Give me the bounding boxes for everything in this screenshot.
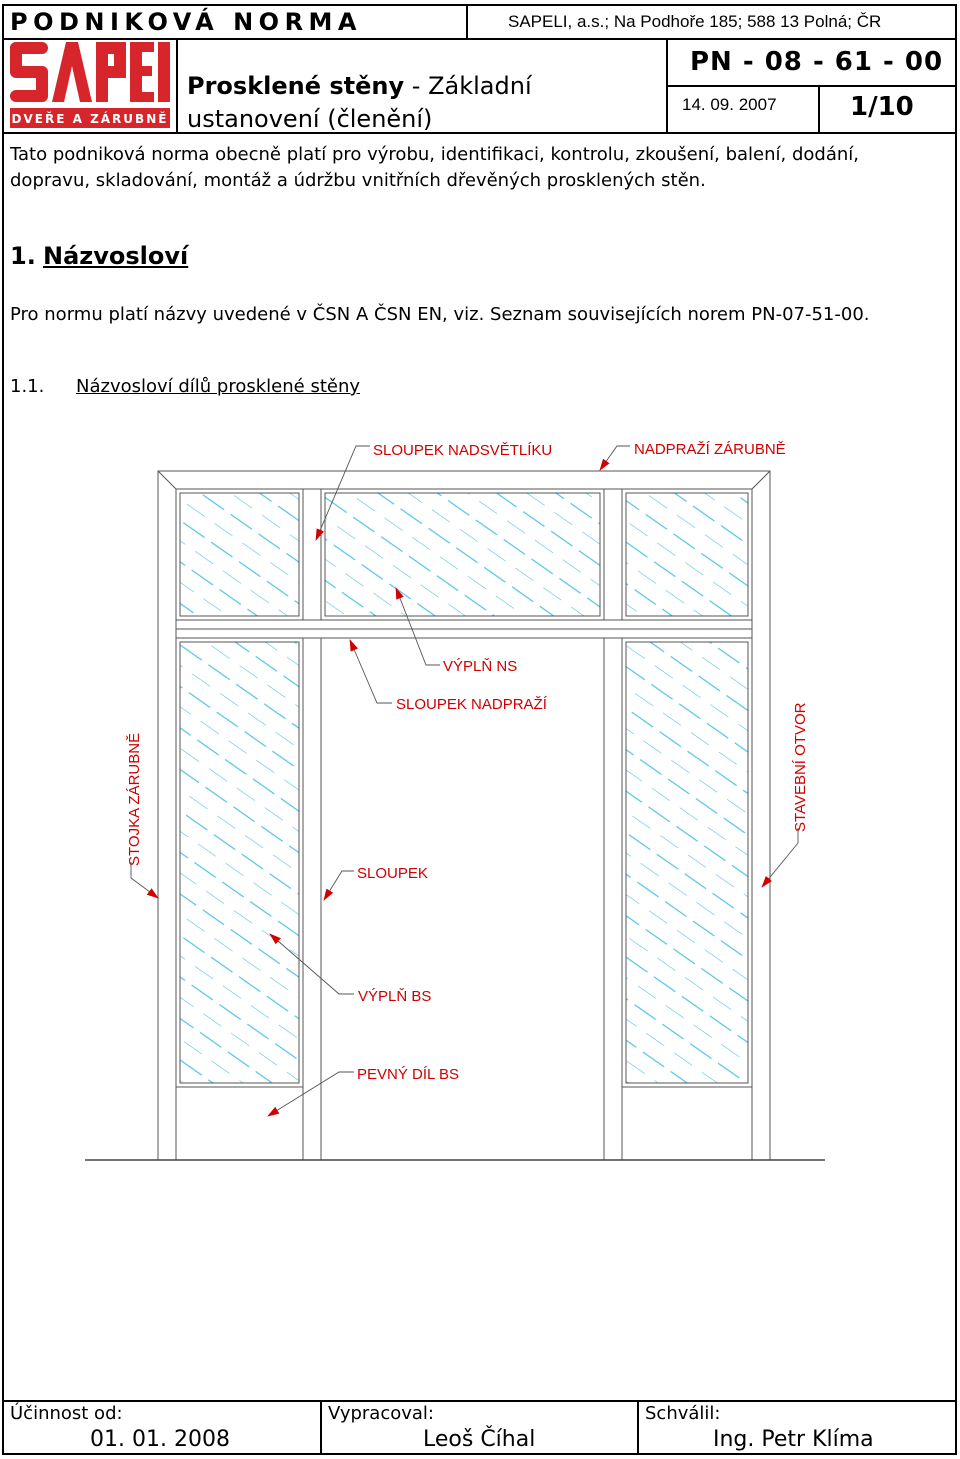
label-sloupek-nadprazi: SLOUPEK NADPRAŽÍ: [396, 696, 547, 713]
page-number: 1/10: [850, 92, 914, 122]
prepared-value: Leoš Číhal: [423, 1427, 536, 1452]
intro-paragraph: Tato podniková norma obecně platí pro výrobu, identifikaci, kontrolu, zkoušení, balení, dodání, dopravu, skladování, montáž a údržbu vnitřních dřevěných prosklených stěn.: [10, 144, 859, 191]
doc-number: PN - 08 - 61 - 00: [690, 47, 944, 77]
label-pevny-dil-bs: PEVNÝ DÍL BS: [357, 1066, 459, 1083]
footer-divider-1: [320, 1400, 322, 1455]
upper-post-left: [303, 489, 321, 620]
leader-stojka-zarubne: [131, 862, 158, 898]
leader-stavebni-otvor: [762, 828, 798, 887]
label-sloupek-nadsvetliku: SLOUPEK NADSVĚTLÍKU: [373, 442, 553, 459]
glass-side-left: [180, 642, 299, 1083]
doc-date: 14. 09. 2007: [682, 95, 777, 114]
doc-type: PODNIKOVÁ NORMA: [10, 8, 363, 36]
prepared-label: Vypracoval:: [328, 1403, 434, 1424]
label-stavebni-otvor: STAVEBNÍ OTVOR: [792, 702, 809, 832]
effective-value: 01. 01. 2008: [90, 1427, 230, 1452]
label-vypln-ns: VÝPLŇ NS: [443, 658, 518, 675]
glass-transom-left: [180, 493, 299, 616]
doc-title-line2: ustanovení (členění): [187, 105, 433, 133]
title-bold: Prosklené stěny: [187, 72, 405, 100]
leader-sloupek: [324, 871, 354, 900]
section-text: Pro normu platí názvy uvedené v ČSN A ČSN EN, viz. Seznam souvisejících norem PN-07-51-00.: [10, 304, 870, 325]
glass-transom-middle: [325, 493, 600, 616]
footer-top-line: [2, 1400, 957, 1402]
glass-side-right: [626, 642, 748, 1083]
label-stojka-zarubne: STOJKA ZÁRUBNĚ: [126, 732, 143, 866]
approved-value: Ing. Petr Klíma: [713, 1427, 874, 1452]
upper-post-right: [604, 489, 622, 620]
subsection-title: Názvosloví dílů prosklené stěny: [76, 376, 361, 397]
leader-sloupek-nadprazi: [350, 640, 392, 703]
footer-divider-2: [637, 1400, 639, 1455]
label-sloupek: SLOUPEK: [357, 865, 428, 882]
effective-label: Účinnost od:: [10, 1403, 123, 1424]
title-rest: - Základní: [404, 72, 532, 100]
lower-post-left: [303, 638, 321, 1160]
label-nadprazi-zarubne: NADPRAŽÍ ZÁRUBNĚ: [634, 441, 786, 458]
approved-label: Schválil:: [645, 1403, 721, 1424]
company-address: SAPELI, a.s.; Na Podhoře 185; 588 13 Polná; ČR: [508, 12, 882, 31]
logo-tagline: DVEŘE A ZÁRUBNĚ: [11, 112, 169, 126]
section-title: Názvosloví: [43, 242, 189, 270]
glass-transom-right: [626, 493, 748, 616]
subsection-number: 1.1.: [10, 376, 45, 397]
section-number: 1.: [10, 242, 36, 270]
label-vypln-bs: VÝPLŇ BS: [358, 988, 432, 1005]
lower-post-right: [604, 638, 622, 1160]
leader-nadprazi-zarubne: [600, 446, 630, 470]
